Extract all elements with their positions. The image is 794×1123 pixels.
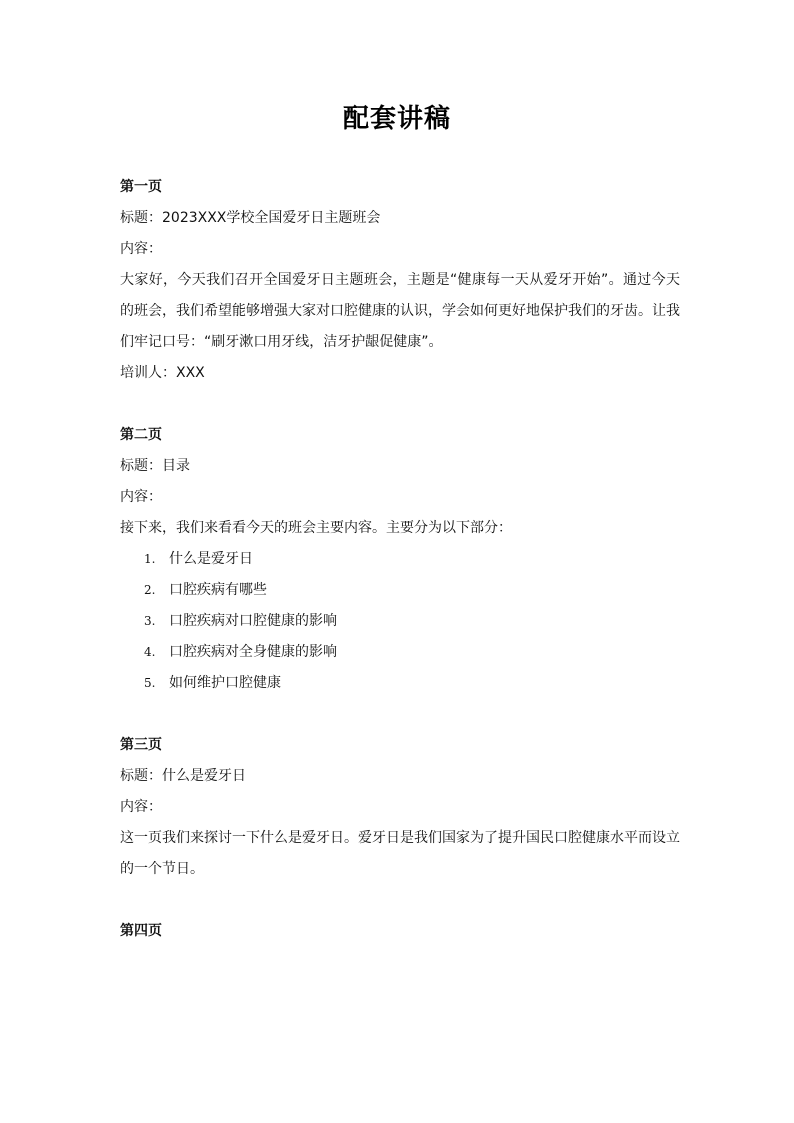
list-item (120, 668, 680, 699)
list-item-text: 口腔疾病对全身健康的影响 (169, 644, 337, 660)
section-heading-1: 第一页 (120, 179, 162, 195)
list-item-text: 如何维护口腔健康 (169, 675, 281, 691)
list-item-text: 什么是爱牙日 (169, 551, 253, 567)
section-heading-2: 第二页 (120, 427, 162, 443)
list-item-number: 5. (144, 676, 156, 690)
list-item-number: 4. (144, 645, 156, 659)
section-paragraph-1: 大家好，今天我们召开全国爱牙日主题班会，主题是“健康每一天从爱牙开始”。通过今天的班会，我们希望能够增强大家对口腔健康的认识，学会如何更好地保护我们的牙齿。让我们牢记口号：“刷牙漱口用牙线，洁牙护龈促健康”。 (120, 272, 680, 350)
section-title-2: 标题：目录 (120, 458, 190, 474)
list-item-number: 3. (144, 614, 156, 628)
toc-intro: 接下来，我们来看看今天的班会主要内容。主要分为以下部分： (120, 520, 512, 536)
toc-list (120, 544, 680, 699)
list-item (120, 637, 680, 668)
trainer-line: 培训人：XXX (120, 365, 205, 381)
list-item-text: 口腔疾病对口腔健康的影响 (169, 613, 337, 629)
list-item-text: 口腔疾病有哪些 (169, 582, 267, 598)
list-item (120, 606, 680, 637)
section-gap (120, 699, 680, 730)
list-item-number: 1. (144, 552, 156, 566)
list-item (120, 544, 680, 575)
section-paragraph-3: 这一页我们来探讨一下什么是爱牙日。爱牙日是我们国家为了提升国民口腔健康水平而设立的一个节日。 (120, 830, 680, 877)
section-gap (120, 885, 680, 916)
section-heading-4: 第四页 (120, 923, 162, 939)
section-heading-3: 第三页 (120, 737, 162, 753)
section-title-3: 标题：什么是爱牙日 (120, 768, 246, 784)
list-item (120, 575, 680, 606)
document-body (120, 172, 680, 947)
content-label-2: 内容： (120, 489, 162, 505)
document-title: 配套讲稿 (342, 104, 451, 134)
list-item-number: 2. (144, 583, 156, 597)
content-label-3: 内容： (120, 799, 162, 815)
content-label-1: 内容： (120, 241, 162, 257)
section-gap (120, 389, 680, 420)
section-title-1: 标题：2023XXX学校全国爱牙日主题班会 (120, 210, 381, 226)
